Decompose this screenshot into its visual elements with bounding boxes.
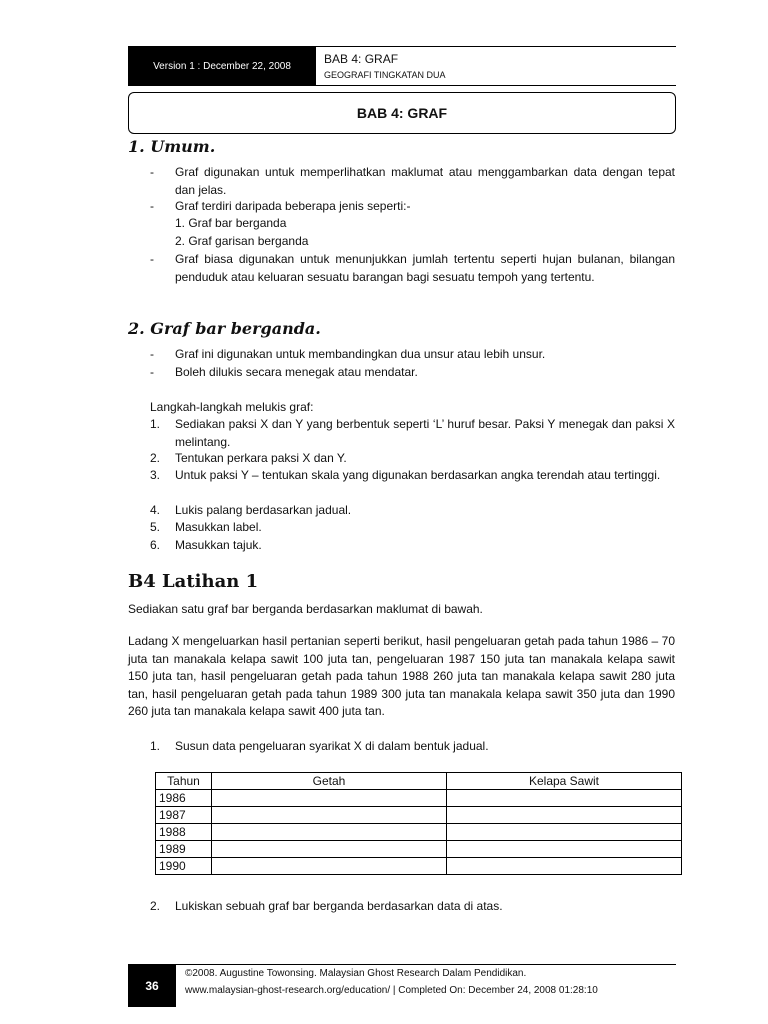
table-empty-cell[interactable]: [447, 841, 682, 858]
step-item: [150, 450, 675, 468]
latihan-paragraph: Ladang X mengeluarkan hasil pertanian seperti berikut, hasil pengeluaran getah pada tahun 1986 – 70 juta tan manakala kelapa sawit 100 juta tan, pengeluaran 1987 150 juta tan manakala kelapa sawit 150 juta tan, hasil pengeluaran getah pada tahun 1988 260 juta tan manakala kelapa sawit 280 juta tan, hasil pengeluaran getah pada tahun 1989 300 juta tan manakala kelapa sawit 350 juta dan 1990 260 juta tan manakala kelapa sawit 400 juta tan.: [128, 634, 675, 719]
bullet-text: Boleh dilukis secara menegak atau mendatar.: [175, 365, 418, 379]
question-text: Susun data pengeluaran syarikat X di dalam bentuk jadual.: [175, 739, 489, 753]
page-title: BAB 4: GRAF: [356, 105, 448, 121]
table-empty-cell[interactable]: [212, 824, 447, 841]
bullet-item: [150, 198, 675, 216]
table-empty-cell[interactable]: [447, 790, 682, 807]
step-number: 5.: [150, 520, 161, 534]
table-row: [156, 858, 682, 875]
question-item: [150, 898, 675, 916]
table-empty-cell[interactable]: [447, 824, 682, 841]
step-item: [150, 502, 675, 520]
step-text: Untuk paksi Y – tentukan skala yang digunakan berdasarkan angka terendah atau tertinggi.: [175, 468, 661, 482]
bullet-item: [150, 164, 675, 199]
bullet-dash: -: [150, 199, 154, 213]
table-year-cell: 1990: [156, 858, 212, 875]
footer-copyright: ©2008. Augustine Towonsing. Malaysian Ghost Research Dalam Pendidikan.: [185, 968, 527, 979]
question-number: 1.: [150, 739, 161, 753]
step-number: 4.: [150, 503, 161, 517]
step-text: Masukkan tajuk.: [175, 538, 262, 552]
step-text: Masukkan label.: [175, 520, 262, 534]
bullet-item: [150, 251, 675, 286]
bullet-dash: -: [150, 165, 154, 179]
table-header-row: [156, 773, 682, 790]
bullet-dash: -: [150, 347, 154, 361]
table-header-kelapa-sawit: Kelapa Sawit: [447, 773, 682, 790]
bullet-dash: -: [150, 252, 154, 266]
sub-list-item: 1. Graf bar berganda: [175, 216, 287, 230]
steps-intro: Langkah-langkah melukis graf:: [150, 400, 314, 414]
table-row: [156, 824, 682, 841]
table-header-tahun: Tahun: [156, 773, 212, 790]
table-row: [156, 790, 682, 807]
bullet-text: Graf terdiri daripada beberapa jenis seperti:-: [175, 199, 411, 213]
bullet-item: [150, 364, 675, 382]
table-empty-cell[interactable]: [212, 858, 447, 875]
table-empty-cell[interactable]: [212, 790, 447, 807]
footer-divider: [128, 964, 676, 965]
sub-list-item: 2. Graf garisan berganda: [175, 234, 309, 248]
header-subject: GEOGRAFI TINGKATAN DUA: [324, 70, 446, 80]
step-item: [150, 416, 675, 451]
bullet-text: Graf digunakan untuk memperlihatkan maklumat atau menggambarkan data dengan tepat dan jelas.: [175, 165, 675, 197]
bullet-item: [150, 346, 675, 364]
step-text: Lukis palang berdasarkan jadual.: [175, 503, 352, 517]
question-number: 2.: [150, 899, 161, 913]
page-number: 36: [145, 979, 159, 993]
step-item: [150, 537, 675, 555]
step-text: Tentukan perkara paksi X dan Y.: [175, 451, 347, 465]
step-number: 1.: [150, 417, 161, 431]
step-number: 2.: [150, 451, 161, 465]
header-chapter: BAB 4: GRAF: [324, 52, 399, 66]
header-version: Version 1 : December 22, 2008: [153, 60, 291, 72]
question-text: Lukiskan sebuah graf bar berganda berdasarkan data di atas.: [175, 899, 503, 913]
footer-url[interactable]: www.malaysian-ghost-research.org/education/ | Completed On: December 24, 2008 01:28:10: [185, 985, 598, 996]
header-chapter-block: [316, 46, 676, 86]
section-heading-umum: 1. Umum.: [128, 137, 216, 156]
production-table: [155, 772, 682, 875]
table-year-cell: 1989: [156, 841, 212, 858]
table-year-cell: 1987: [156, 807, 212, 824]
page-number-box: [128, 965, 176, 1007]
step-item: [150, 467, 675, 485]
table-year-cell: 1986: [156, 790, 212, 807]
question-item: [150, 738, 675, 756]
step-number: 6.: [150, 538, 161, 552]
table-year-cell: 1988: [156, 824, 212, 841]
step-number: 3.: [150, 468, 161, 482]
bullet-text: Graf biasa digunakan untuk menunjukkan jumlah tertentu seperti hujan bulanan, bilangan penduduk atau keluaran sesuatu barangan bagi sesuatu tempoh yang tertentu.: [175, 252, 675, 284]
table-empty-cell[interactable]: [212, 841, 447, 858]
table-empty-cell[interactable]: [212, 807, 447, 824]
table-row: [156, 841, 682, 858]
section-heading-graf-bar: 2. Graf bar berganda.: [128, 319, 321, 338]
table-header-getah: Getah: [212, 773, 447, 790]
table-row: [156, 807, 682, 824]
table-empty-cell[interactable]: [447, 807, 682, 824]
bullet-text: Graf ini digunakan untuk membandingkan dua unsur atau lebih unsur.: [175, 347, 546, 361]
step-item: [150, 519, 675, 537]
step-text: Sediakan paksi X dan Y yang berbentuk seperti ‘L’ huruf besar. Paksi Y menegak dan paksi X melintang.: [175, 417, 675, 449]
table-empty-cell[interactable]: [447, 858, 682, 875]
header-version-box: [128, 46, 316, 86]
page-title-box: [128, 92, 676, 134]
latihan-intro: Sediakan satu graf bar berganda berdasarkan maklumat di bawah.: [128, 602, 483, 616]
latihan-heading: B4 Latihan 1: [128, 571, 259, 592]
bullet-dash: -: [150, 365, 154, 379]
